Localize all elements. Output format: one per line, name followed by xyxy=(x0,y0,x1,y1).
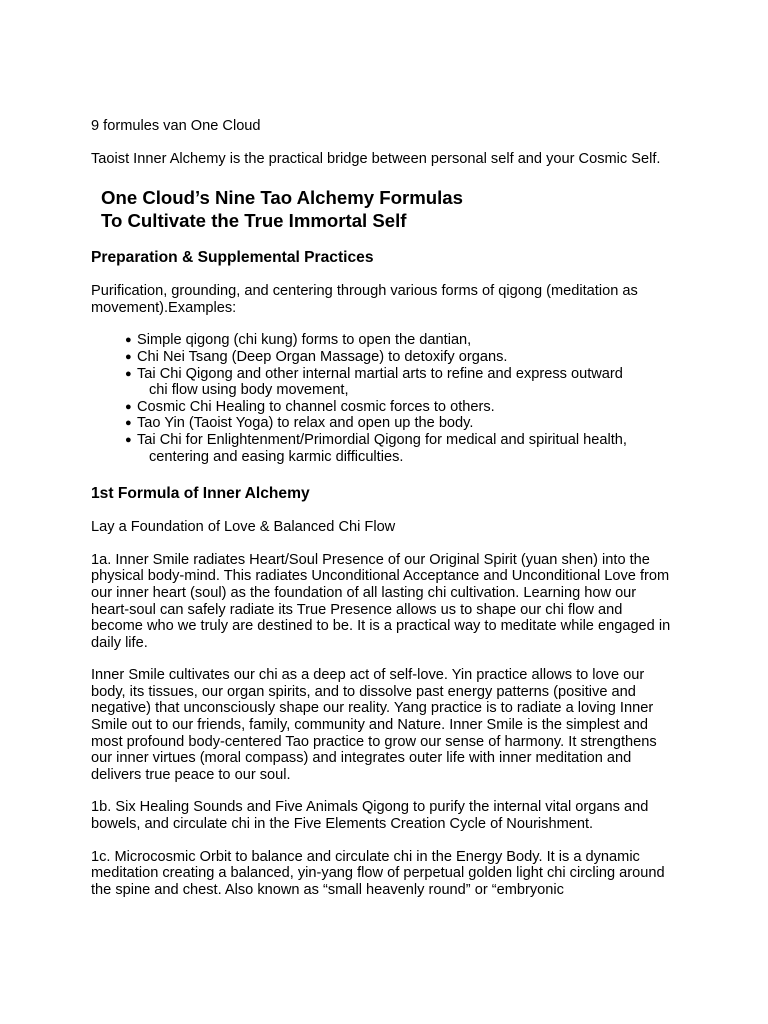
section-heading: Preparation & Supplemental Practices xyxy=(91,249,374,267)
list-item xyxy=(125,349,678,366)
bullet-icon: ● xyxy=(125,350,132,363)
paragraph-1c: 1c. Microcosmic Orbit to balance and circulate chi in the Energy Body. It is a dynamic meditation creating a balanced, yin-yang flow of perpetual golden light chi circling around the spine and chest. Also known as “small heavenly round” or “embryonic xyxy=(91,848,665,898)
main-title xyxy=(101,186,678,232)
bullet-icon: ● xyxy=(125,367,132,380)
list-item xyxy=(125,399,678,416)
formula-heading: 1st Formula of Inner Alchemy xyxy=(91,485,310,503)
practices-list xyxy=(91,332,678,465)
list-item-continuation: chi flow using body movement, xyxy=(149,382,349,399)
bullet-icon: ● xyxy=(125,433,132,446)
list-item xyxy=(125,332,678,349)
intro-title: 9 formules van One Cloud xyxy=(91,118,261,134)
bullet-icon: ● xyxy=(125,417,132,430)
intro-text: Taoist Inner Alchemy is the practical bridge between personal self and your Cosmic Self. xyxy=(91,150,661,167)
list-item xyxy=(125,432,678,465)
formula-subtitle: Lay a Foundation of Love & Balanced Chi Flow xyxy=(91,519,396,536)
bullet-icon: ● xyxy=(125,400,132,413)
examples-intro: Purification, grounding, and centering through various forms of qigong (meditation as movement).Examples: xyxy=(91,283,638,316)
main-title-line-1: One Cloud’s Nine Tao Alchemy Formulas xyxy=(101,187,463,209)
paragraph-inner-smile: Inner Smile cultivates our chi as a deep act of self-love. Yin practice allows to love our body, its tissues, our organ spirits, and to dissolve past energy patterns (positive and negative) that unconsciously shape our reality. Yang practice is to radiate a loving Inner Smile out to our friends, family, community and Nature. Inner Smile is the simplest and most profound body-centered Tao practice to grow our sense of harmony. It strengthens our inner virtues (moral compass) and integrates outer life with inner meditation and delivers true peace to our soul. xyxy=(91,667,657,783)
list-item-text: Tai Chi for Enlightenment/Primordial Qigong for medical and spiritual health, xyxy=(137,431,627,448)
list-item xyxy=(125,415,678,432)
list-item-text: Cosmic Chi Healing to channel cosmic forces to others. xyxy=(137,398,495,415)
list-item-text: Simple qigong (chi kung) forms to open the dantian, xyxy=(137,332,472,349)
main-title-line-2: To Cultivate the True Immortal Self xyxy=(101,210,407,232)
paragraph-1a: 1a. Inner Smile radiates Heart/Soul Presence of our Original Spirit (yuan shen) into the physical body-mind. This radiates Unconditional Acceptance and Unconditional Love from our inner heart (soul) as the foundation of all lasting chi cultivation. Learning how our heart-soul can safely radiate its True Presence allows us to shape our chi flow and become who we truly are destined to be. It is a practical way to meditate while engaged in daily life. xyxy=(91,551,671,651)
list-item-text: Tai Chi Qigong and other internal martial arts to refine and express outward xyxy=(137,365,623,382)
list-item-text: Tao Yin (Taoist Yoga) to relax and open up the body. xyxy=(137,415,474,432)
bullet-icon: ● xyxy=(125,334,132,347)
paragraph-1b: 1b. Six Healing Sounds and Five Animals Qigong to purify the internal vital organs and bowels, and circulate chi in the Five Elements Creation Cycle of Nourishment. xyxy=(91,799,649,833)
list-item-continuation: centering and easing karmic difficulties. xyxy=(149,448,404,465)
list-item-text: Chi Nei Tsang (Deep Organ Massage) to detoxify organs. xyxy=(137,348,508,365)
list-item xyxy=(125,366,678,399)
